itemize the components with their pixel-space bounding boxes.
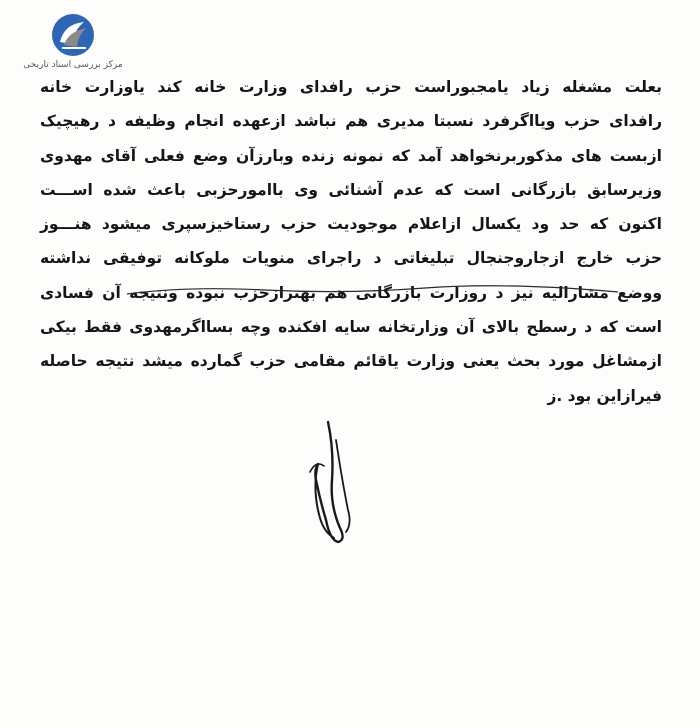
archive-logo-icon [50,12,96,58]
letter-line: بعلت مشغله زیاد یامجبوراست حزب رافدای وزارت خانه کند یاوزارت خانه [40,78,662,96]
letter-line: رافدای حزب ویااگرفرد نسبتا مدیری هم نباشد ازعهده انجام وظیفه د رهیچیک [40,112,662,131]
letter-body [40,70,662,413]
letter-line: فیرازاین بود .ز [547,386,662,405]
handwritten-signature-icon [290,420,370,545]
archive-watermark-label: مرکز بررسی اسناد تاریخی [23,60,123,70]
letter-line: اکنون که حد ود یکسال ازاعلام موجودیت حزب رستاخیزسپری میشود هنـــوز [40,215,662,234]
letter-line: وزیرسابق بازرگانی است که عدم آشنائی وی باامورحزبی باعث شده اســـت [40,180,662,199]
letter-line: ازبست های مذکوربرنخواهد آمد که نمونه زنده وبارزآن وضع فعلی آقای مهدوی [40,146,662,165]
letter-line: ازمشاغل مورد بحث یعنی وزارت یاقائم مقامی حزب گمارده میشد نتیجه حاصله [40,352,662,371]
hand-underline-mark [125,282,620,298]
letter-line: حزب خارج ازجاروجنجال تبلیغاتی د راجرای منویات ملوکانه توفیقی نداشته [40,249,662,268]
archive-watermark [18,12,128,74]
letter-line: ووضع مشارالیه نیز د روزارت بازرگانی هم بهترازحزب نبوده ونتیجه آن فسادی [40,283,662,302]
letter-line: است که د رسطح بالای آن وزارتخانه سایه افکنده وچه بسااگرمهدوی فقط بیکی [40,318,662,337]
